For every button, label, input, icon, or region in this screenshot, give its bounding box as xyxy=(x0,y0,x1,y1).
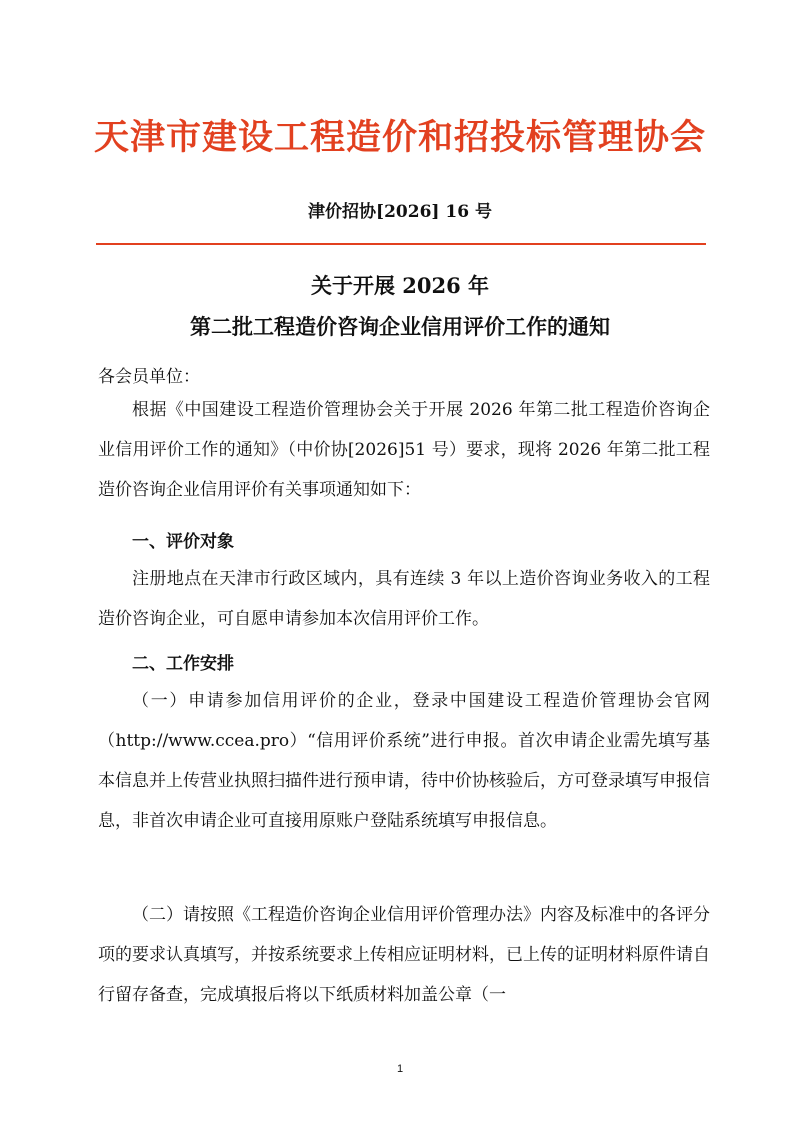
salutation: 各会员单位： xyxy=(98,367,200,387)
document-number: 津价招协[2026] 16 号 xyxy=(308,202,492,222)
notice-title-line-2: 第二批工程造价咨询企业信用评价工作的通知 xyxy=(190,314,610,339)
section1-paragraph: 注册地点在天津市行政区域内，具有连续 3 年以上造价咨询业务收入的工程造价咨询企业，可自愿申请参加本次信用评价工作。 xyxy=(98,569,710,629)
section-heading-evaluation-target: 一、评价对象 xyxy=(132,532,234,552)
page-number: 1 xyxy=(396,1063,404,1075)
section-heading-work-arrangement: 二、工作安排 xyxy=(132,654,234,674)
section2-item1-paragraph: （一）申请参加信用评价的企业，登录中国建设工程造价管理协会官网（http://www.ccea.pro）“信用评价系统”进行申报。首次申请企业需先填写基本信息并上传营业执照扫描件进行预申请，待中价协核验后，方可登录填写申报信息，非首次申请企业可直接用原账户登陆系统填写申报信息。 xyxy=(98,691,710,831)
notice-title-line-1: 关于开展 2026 年 xyxy=(310,273,490,298)
intro-paragraph: 根据《中国建设工程造价管理协会关于开展 2026 年第二批工程造价咨询企业信用评价工作的通知》（中价协[2026]51 号）要求，现将 2026 年第二批工程造价咨询企业信用评价有关事项通知如下： xyxy=(98,400,710,500)
section2-item2-paragraph: （二）请按照《工程造价咨询企业信用评价管理办法》内容及标准中的各评分项的要求认真填写，并按系统要求上传相应证明材料，已上传的证明材料原件请自行留存备查，完成填报后将以下纸质材料加盖公章（一 xyxy=(98,905,710,1005)
organization-title: 天津市建设工程造价和招投标管理协会 xyxy=(93,117,706,158)
red-divider xyxy=(96,243,706,245)
